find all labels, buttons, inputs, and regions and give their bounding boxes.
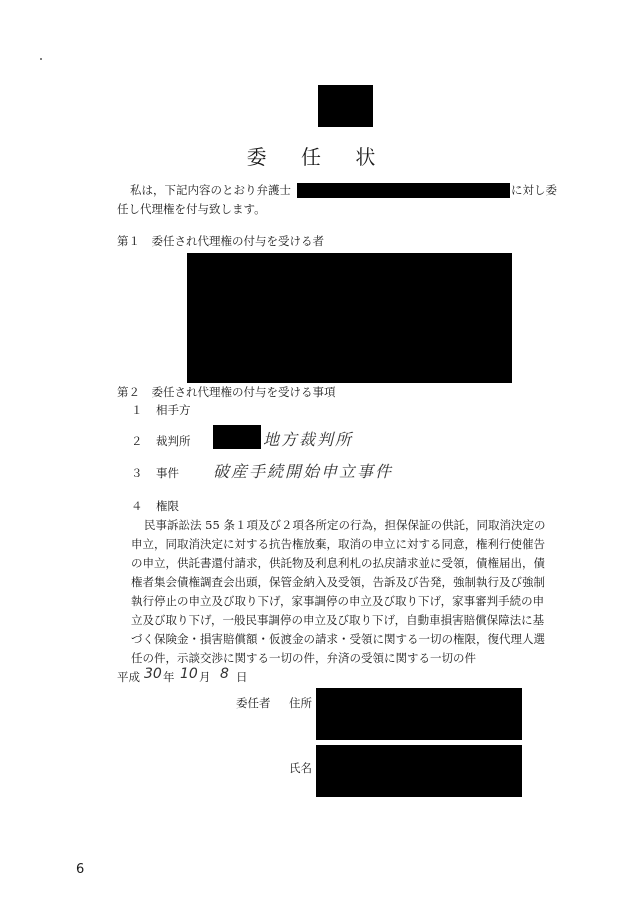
- item-4-number: ４: [131, 499, 143, 513]
- authority-line-6: 立及び取り下げ，一般民事調停の申立及び取り下げ，自動車損害賠償保障法に基: [131, 613, 545, 627]
- item-3-number: ３: [131, 466, 143, 480]
- authority-line-1: 民事訴訟法 55 条１項及び２項各所定の行為，担保保証の供託，同取消決定の: [144, 518, 546, 532]
- date-month-unit: 月: [199, 670, 211, 684]
- authority-line-3: の申立，供託書還付請求，供託物及利息利札の払戻請求並に受領，債権届出，債: [131, 556, 545, 570]
- date-era: 平成: [117, 670, 140, 684]
- date-year-unit: 年: [163, 670, 175, 684]
- date-year: 30: [144, 666, 162, 682]
- item-1-label: 相手方: [156, 403, 191, 417]
- authority-line-8: 任の件，示談交渉に関する一切の件，弁済の受領に関する一切の件: [131, 651, 476, 665]
- redaction-address: [316, 688, 522, 740]
- court-handwritten: 地方裁判所: [263, 430, 354, 449]
- principal-label: 委任者: [236, 696, 271, 710]
- item-1-number: １: [131, 403, 143, 417]
- case-handwritten: 破産手続開始申立事件: [213, 462, 394, 481]
- item-2-number: ２: [131, 434, 143, 448]
- authority-line-7: づく保険金・損害賠償額・仮渡金の請求・受領に関する一切の権限，復代理人選: [131, 632, 545, 646]
- intro-line-1-prefix: 私は，下記内容のとおり弁護士: [130, 183, 291, 197]
- date-day-unit: 日: [236, 670, 248, 684]
- redaction-lawyer-name: [297, 183, 510, 198]
- section1-heading: 第１ 委任され代理権の付与を受ける者: [117, 234, 324, 248]
- authority-line-5: 執行停止の申立及び取り下げ，家事調停の申立及び取り下げ，家事審判手続の申: [131, 594, 545, 608]
- item-3-label: 事件: [156, 466, 179, 480]
- name-label: 氏名: [289, 761, 312, 775]
- page-number: 6: [76, 862, 85, 877]
- authority-line-4: 権者集会債権調査会出頭，保管金納入及受領，告訴及び告発，強制執行及び強制: [131, 575, 545, 589]
- item-2-label: 裁判所: [156, 434, 191, 448]
- address-label: 住所: [289, 696, 312, 710]
- redaction-principal-info: [187, 253, 512, 383]
- redaction-top: [318, 85, 373, 127]
- date-day: 8: [220, 666, 229, 682]
- redaction-name: [316, 745, 522, 797]
- date-month: 10: [180, 666, 198, 682]
- intro-line-2: 任し代理権を付与致します。: [117, 202, 266, 216]
- authority-line-2: 申立，同取消決定に対する抗告権放棄，取消の申立に対する同意，権利行使催告: [131, 537, 545, 551]
- section2-heading: 第２ 委任され代理権の付与を受ける事項: [117, 385, 336, 399]
- document-title: 委 任 状: [246, 145, 390, 169]
- item-4-label: 権限: [156, 499, 179, 513]
- intro-line-1-suffix: に対し委: [511, 183, 557, 197]
- redaction-court-prefecture: [213, 425, 261, 449]
- scan-speck: [40, 58, 42, 60]
